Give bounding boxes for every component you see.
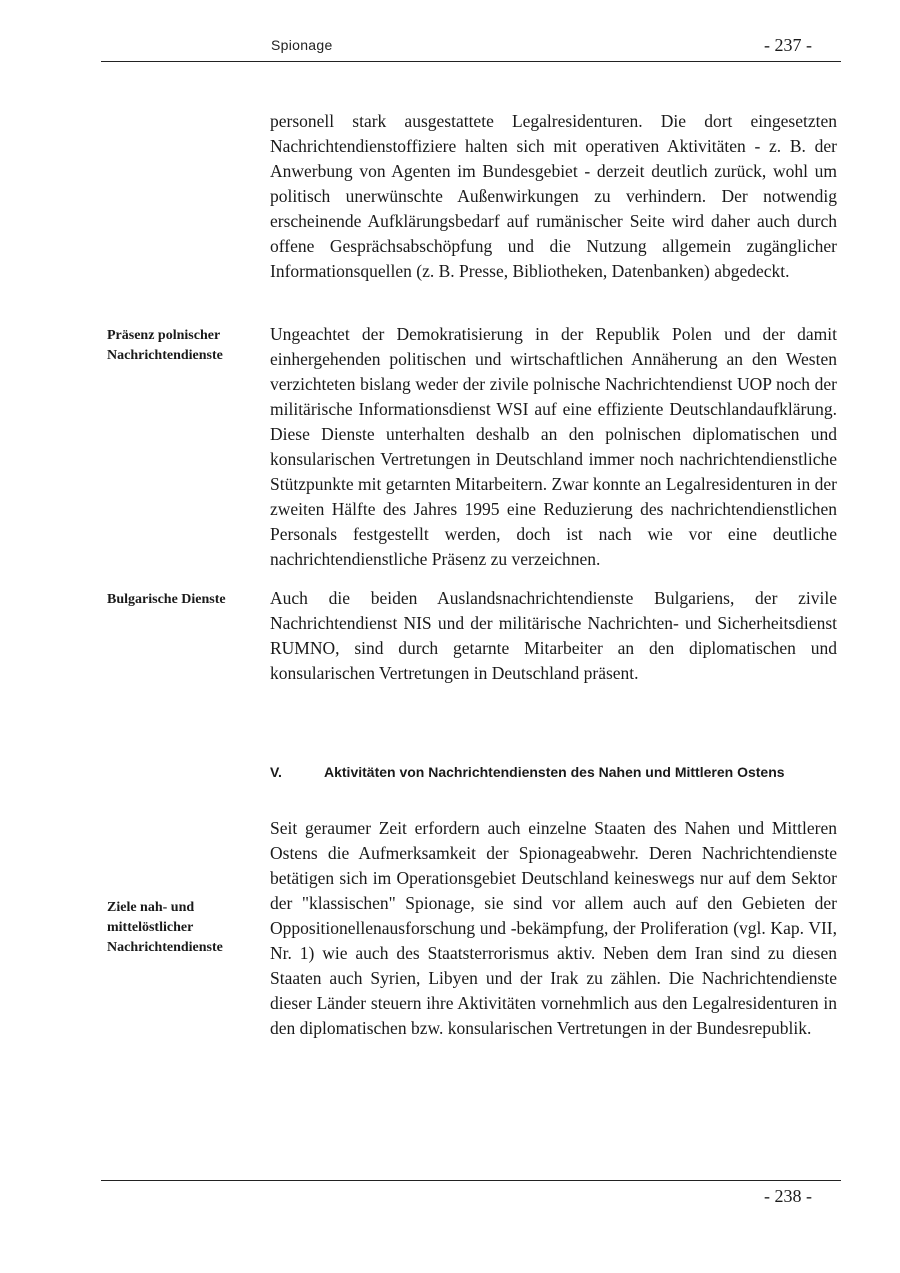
paragraph-romanian-residencies: personell stark ausgestattete Legalresidenturen. Die dort eingesetzten Nachrichtendienstoffiziere halten sich mit operativen Aktivitäten - z. B. der Anwerbung von Agenten im Bundesgebiet - derzeit deutlich zurück, wohl um politisch unerwünschte Außenwirkungen zu verhindern. Der notwendig erscheinende Aufklärungsbedarf auf rumänischer Seite wird daher auch durch offene Gesprächsabschöpfung und die Nutzung allgemein zugänglicher Informationsquellen (z. B. Presse, Bibliotheken, Datenbanken) abgedeckt. <box>270 111 837 281</box>
margin-note-bulgarian-services: Bulgarische Dienste <box>107 592 226 607</box>
paragraph-polish-services: Ungeachtet der Demokratisierung in der Republik Polen und der damit einhergehenden politischen und wirtschaftlichen Annäherung an den Westen verzichteten bislang weder der zivile polnische Nachrichtendienst UOP noch der militärische Informationsdienst WSI auf eine effiziente Deutschlandaufklärung. Diese Dienste unterhalten deshalb an den polnischen diplomatischen und konsularischen Vertretungen in Deutschland immer noch nachrichtendienstliche Stützpunkte mit getarnten Mitarbeitern. Zwar konnte an Legalresidenturen in der zweiten Hälfte des Jahres 1995 eine Reduzierung des nachrichtendienstlichen Personals festgestellt werden, doch ist nach wie vor eine deutliche nachrichtendienstliche Präsenz zu verzeichnen. <box>270 324 837 569</box>
page-header-title: Spionage <box>271 37 333 53</box>
page-footer-number: - 238 - <box>764 1186 812 1206</box>
margin-note-line: Nachrichtendienste <box>107 940 223 955</box>
margin-note-polish-services <box>107 326 257 366</box>
page-header-number: - 237 - <box>764 35 812 55</box>
paragraph-middle-east-services: Seit geraumer Zeit erfordern auch einzelne Staaten des Nahen und Mittleren Ostens die Aufmerksamkeit der Spionageabwehr. Deren Nachrichtendienste betätigen sich im Operationsgebiet Deutschland keineswegs nur auf dem Sektor der "klassischen" Spionage, sie sind vor allem auch auf den Gebieten der Oppositionellenausforschung und -bekämpfung, der Proliferation (vgl. Kap. VII, Nr. 1) wie auch des Staatsterrorismus aktiv. Neben dem Iran sind zu diesen Staaten auch Syrien, Libyen und der Irak zu zählen. Die Nachrichtendienste dieser Länder steuern ihre Aktivitäten vornehmlich aus den Legalresidenturen in den diplomatischen bzw. konsularischen Vertretungen in der Bundesrepublik. <box>270 818 837 1038</box>
margin-note-middle-east-services <box>107 898 257 958</box>
margin-note-line: Präsenz polnischer <box>107 328 221 343</box>
paragraph-bulgarian-services: Auch die beiden Auslandsnachrichtendienste Bulgariens, der zivile Nachrichtendienst NIS und der militärische Nachrichten- und Sicherheitsdienst RUMNO, sind durch getarnte Mitarbeiter an den diplomatischen und konsularischen Vertretungen in Deutschland präsent. <box>270 588 837 683</box>
section-heading <box>270 764 870 780</box>
margin-note-line: mittelöstlicher <box>107 920 194 935</box>
section-number: V. <box>270 764 282 780</box>
section-title: Aktivitäten von Nachrichtendiensten des Nahen und Mittleren Ostens <box>324 764 785 780</box>
footer-rule <box>101 1180 841 1181</box>
margin-note-line: Ziele nah- und <box>107 900 195 915</box>
header-rule <box>101 61 841 62</box>
margin-note-line: Nachrichtendienste <box>107 348 223 363</box>
